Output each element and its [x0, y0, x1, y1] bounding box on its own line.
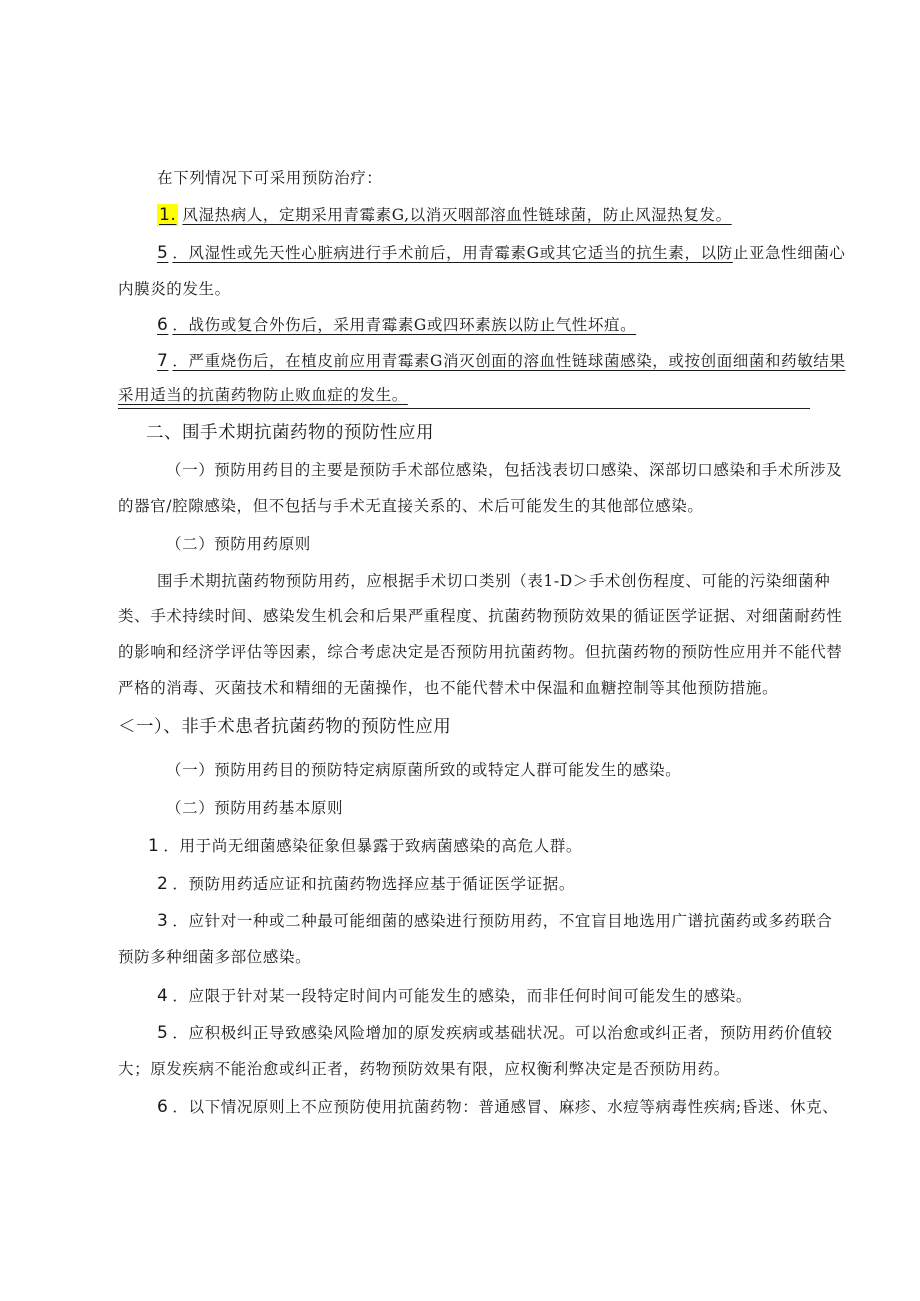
paragraph-line: 围手术期抗菌药物预防用药，应根据手术切口类别（表1-D＞手术创伤程度、可能的污染细菌种: [157, 572, 831, 590]
paragraph-line: 的器官/腔隙感染，但不包括与手术无直接关系的、术后可能发生的其他部位感染。: [118, 497, 704, 515]
paragraph-line: （二）预防用药原则: [166, 535, 311, 553]
item-text: ．应针对一种或二种最可能细菌的感染进行预防用药，不宜盲目地选用广谱抗菌药或多药联合: [172, 912, 833, 930]
item-text: ．风湿性或先天性心脏病进行手术前后，用青霉素G或其它适当的抗生素，以防: [172, 244, 733, 262]
intro-text: 在下列情况下可采用预防治疗：: [157, 169, 383, 187]
item-text: ．应积极纠正导致感染风险增加的原发疾病或基础状况。可以治愈或纠正者，预防用药价值较: [172, 1024, 833, 1042]
paragraph-line: 严格的消毒、灭菌技术和精细的无菌操作，也不能代替术中保温和血糖控制等其他预防措施。: [118, 679, 779, 697]
list-item-5-cont: 内膜炎的发生。: [118, 280, 231, 298]
item-number: 1.: [159, 205, 177, 225]
item-number: 2: [157, 874, 169, 894]
item-text: 采用适当的抗菌药物防止败血症的发生。: [118, 386, 408, 404]
paragraph-line: （一）预防用药目的预防特定病原菌所致的或特定人群可能发生的感染。: [166, 761, 682, 779]
list-item-cont: 大；原发疾病不能治愈或纠正者，药物预防效果有限，应权衡利弊决定是否预防用药。: [118, 1060, 730, 1078]
item-number: 1: [148, 836, 160, 856]
list-item: [157, 873, 575, 895]
item-text: ．严重烧伤后，在植皮前应用青霉素G消灭创面的溶血性链球菌感染，或按创面细菌和药敏结果: [172, 352, 846, 370]
section-heading: ＜一）、非手术患者抗菌药物的预防性应用: [118, 717, 452, 737]
item-text: ．用于尚无细菌感染征象但暴露于致病菌感染的高危人群。: [163, 837, 583, 855]
list-item-7: [157, 350, 846, 372]
item-text: ．应限于针对某一段特定时间内可能发生的感染，而非任何时间可能发生的感染。: [172, 987, 753, 1005]
list-item-cont: 预防多种细菌多部位感染。: [118, 948, 312, 966]
item-text: ．战伤或复合外伤后，采用青霉素G或四环素族以防止气性坏疽。: [172, 316, 637, 334]
item-number: 6: [157, 315, 169, 335]
horizontal-rule: [118, 408, 810, 409]
list-item-7-cont: [118, 384, 408, 406]
list-item: [157, 1022, 833, 1044]
list-item: [148, 835, 582, 857]
item-text: ．预防用药适应证和抗菌药物选择应基于循证医学证据。: [172, 875, 575, 893]
item-number: 5: [157, 1023, 169, 1043]
list-item-6: [157, 314, 636, 336]
section-heading: 二、围手术期抗菌药物的预防性应用: [146, 423, 434, 443]
list-item-1: [157, 204, 732, 226]
item-text-cont: 止亚急性细菌心: [732, 244, 846, 262]
item-number: 5: [157, 243, 169, 263]
paragraph-line: 的影响和经济学评估等因素，综合考虑决定是否预防用抗菌药物。但抗菌药物的预防性应用并不能代替: [118, 643, 843, 661]
item-number: 7: [157, 351, 169, 371]
item-text: ．以下情况原则上不应预防使用抗菌药物：普通感冒、麻疹、水痘等病毒性疾病;昏迷、休克、: [172, 1098, 839, 1116]
list-item: [157, 985, 752, 1007]
item-number: 3: [157, 911, 169, 931]
item-number: 4: [157, 986, 169, 1006]
list-item: [157, 1096, 838, 1118]
paragraph-line: 类、手术持续时间、感染发生机会和后果严重程度、抗菌药物预防效果的循证医学证据、对细菌耐药性: [118, 607, 843, 625]
item-number: 6: [157, 1097, 169, 1117]
list-item: [157, 910, 833, 932]
item-text: 风湿热病人，定期采用青霉素G,以消灭咽部溶血性链球菌，防止风湿热复发。: [182, 206, 732, 224]
paragraph-line: （二）预防用药基本原则: [166, 799, 344, 817]
list-item-5: [157, 242, 846, 264]
paragraph-line: （一）预防用药目的主要是预防手术部位感染，包括浅表切口感染、深部切口感染和手术所涉及: [166, 461, 843, 479]
